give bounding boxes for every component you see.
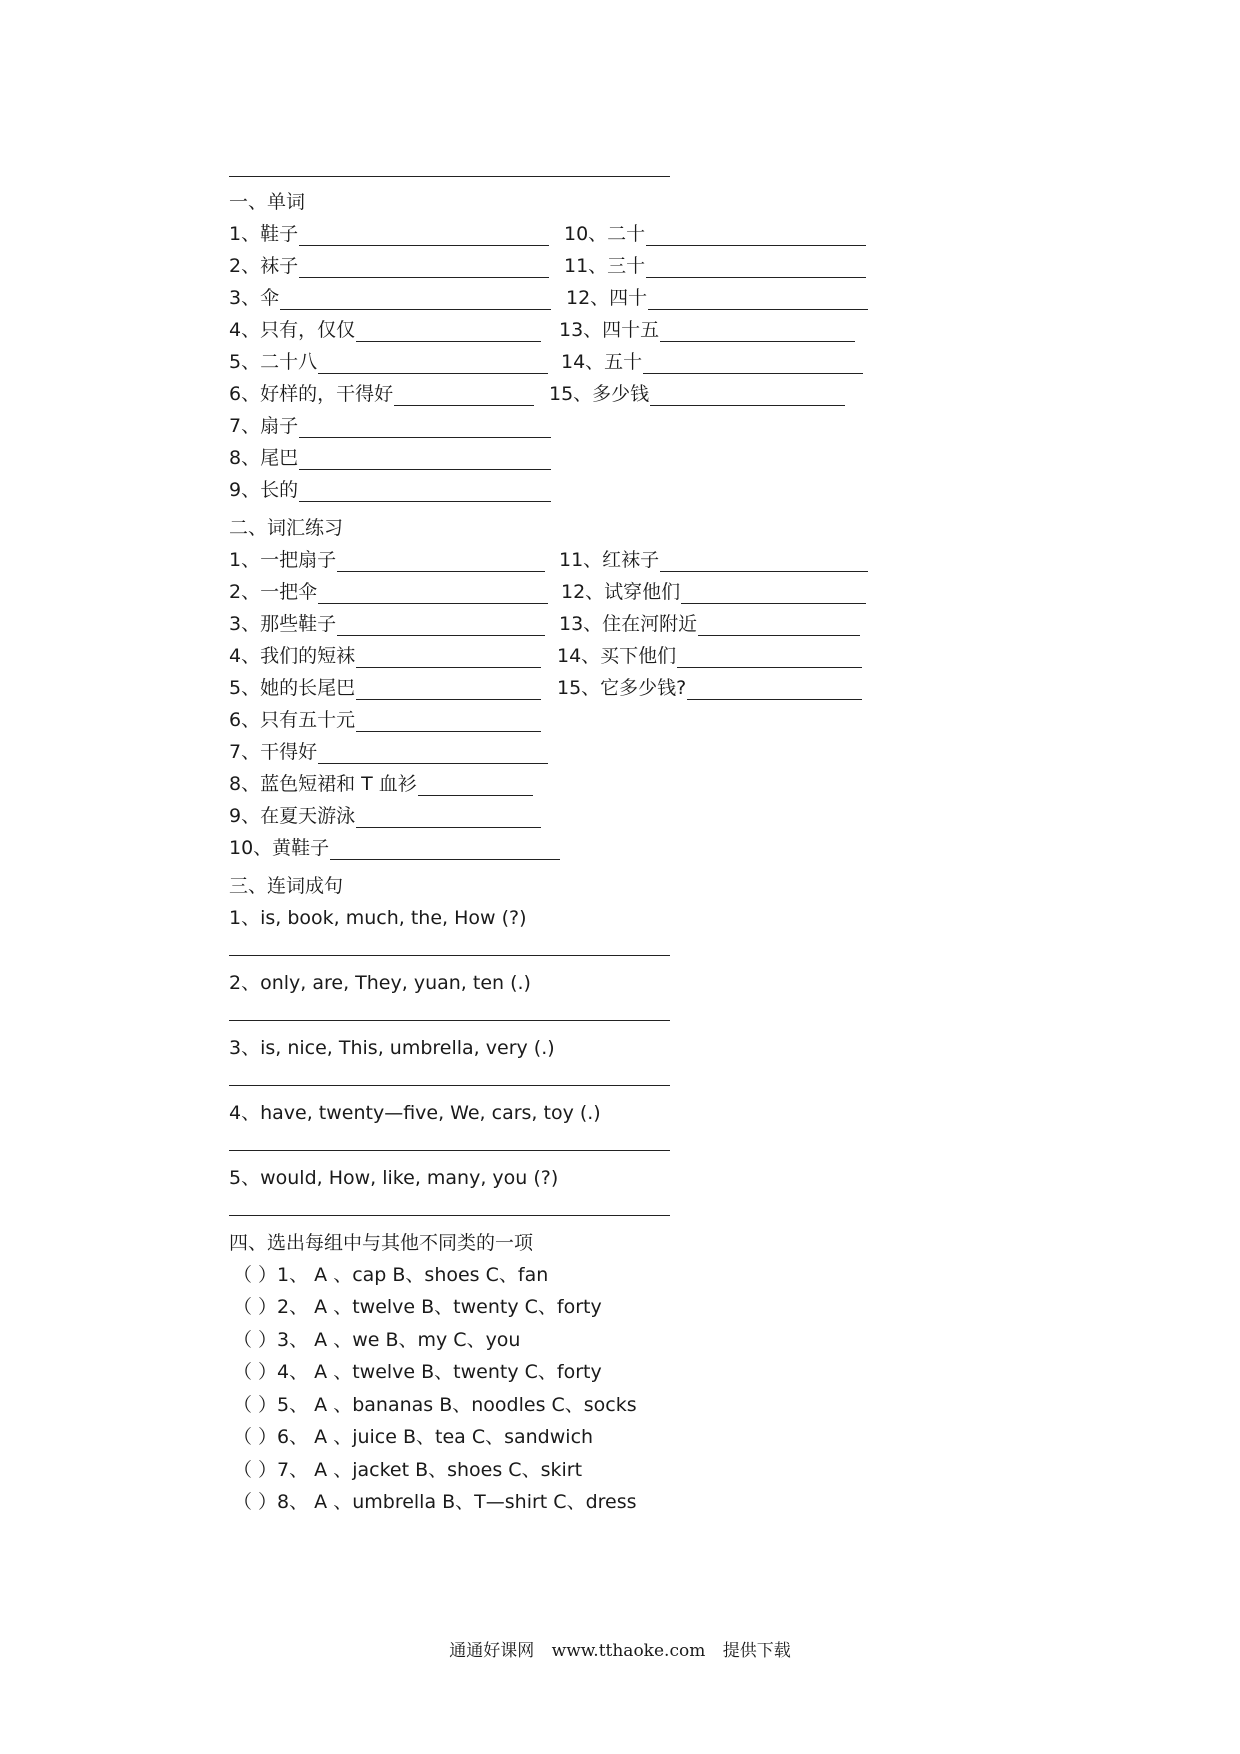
- answer-blank[interactable]: [337, 617, 545, 636]
- sentence-question: 5、would, How, like, many, you (?): [229, 1167, 559, 1189]
- section2-left-item: 4、我们的短袜: [229, 641, 541, 668]
- answer-blank[interactable]: [356, 323, 541, 342]
- answer-blank[interactable]: [318, 745, 548, 764]
- answer-blank[interactable]: [356, 713, 541, 732]
- section3-title: 三、连词成句: [229, 875, 344, 897]
- answer-blank[interactable]: [394, 387, 534, 406]
- answer-blank[interactable]: [650, 387, 845, 406]
- section1-left-item: 1、鞋子: [229, 219, 549, 246]
- answer-blank[interactable]: [299, 451, 551, 470]
- section1-left-item: 4、只有，仅仅: [229, 315, 541, 342]
- answer-blank[interactable]: [698, 617, 860, 636]
- choice-item[interactable]: （ ）4、 A 、twelve B、twenty C、forty: [233, 1361, 602, 1383]
- section1-left-item: 3、伞: [229, 283, 551, 310]
- answer-blank[interactable]: [677, 649, 862, 668]
- sentence-question: 4、have, twenty—five, We, cars, toy (.): [229, 1102, 601, 1124]
- answer-blank[interactable]: [330, 841, 560, 860]
- page-footer: [0, 1636, 1240, 1661]
- answer-blank[interactable]: [299, 259, 549, 278]
- footer-url[interactable]: www.tthaoke.com: [551, 1641, 706, 1661]
- section1-left-item: 8、尾巴: [229, 443, 551, 470]
- choice-item[interactable]: （ ）6、 A 、juice B、tea C、sandwich: [233, 1426, 594, 1448]
- section2-title: 二、词汇练习: [229, 517, 344, 539]
- answer-blank[interactable]: [660, 323, 855, 342]
- choice-item[interactable]: （ ）7、 A 、jacket B、shoes C、skirt: [233, 1459, 583, 1481]
- choice-item[interactable]: （ ）5、 A 、bananas B、noodles C、socks: [233, 1394, 637, 1416]
- section1-left-item: 5、二十八: [229, 347, 548, 374]
- answer-blank[interactable]: [299, 483, 551, 502]
- section1-right-item: 11、三十: [564, 251, 866, 278]
- section2-left-item: 2、一把伞: [229, 577, 548, 604]
- section2-left-item: 6、只有五十元: [229, 705, 541, 732]
- answer-line[interactable]: [229, 1150, 670, 1151]
- sentence-question: 2、only, are, They, yuan, ten (.): [229, 972, 531, 994]
- section2-left-item: 7、干得好: [229, 737, 548, 764]
- choice-item[interactable]: （ ）3、 A 、we B、my C、you: [233, 1329, 521, 1351]
- answer-blank[interactable]: [646, 259, 866, 278]
- section1-right-item: 15、多少钱: [549, 379, 845, 406]
- sentence-question: 3、is, nice, This, umbrella, very (.): [229, 1037, 555, 1059]
- answer-blank[interactable]: [356, 809, 541, 828]
- section1-title: 一、单词: [229, 191, 306, 213]
- top-rule: [229, 176, 670, 177]
- answer-blank[interactable]: [299, 227, 549, 246]
- section2-left-item: 5、她的长尾巴: [229, 673, 541, 700]
- section2-right-item: 15、它多少钱?: [557, 673, 862, 700]
- section1-right-item: 12、四十: [566, 283, 868, 310]
- choice-item[interactable]: （ ）1、 A 、cap B、shoes C、fan: [233, 1264, 549, 1286]
- answer-blank[interactable]: [356, 681, 541, 700]
- sentence-question: 1、is, book, much, the, How (?): [229, 907, 527, 929]
- footer-suffix: 提供下载: [722, 1641, 791, 1661]
- section1-right-item: 10、二十: [564, 219, 866, 246]
- answer-blank[interactable]: [299, 419, 551, 438]
- answer-blank[interactable]: [646, 227, 866, 246]
- answer-blank[interactable]: [418, 777, 533, 796]
- answer-blank[interactable]: [648, 291, 868, 310]
- section2-right-item: 12、试穿他们: [561, 577, 866, 604]
- answer-blank[interactable]: [660, 553, 868, 572]
- section1-left-item: 6、好样的，干得好: [229, 379, 534, 406]
- answer-blank[interactable]: [687, 681, 862, 700]
- answer-line[interactable]: [229, 1020, 670, 1021]
- answer-blank[interactable]: [356, 649, 541, 668]
- answer-blank[interactable]: [318, 585, 548, 604]
- section1-right-item: 13、四十五: [559, 315, 855, 342]
- section2-left-item: 9、在夏天游泳: [229, 801, 541, 828]
- section2-left-item: 8、蓝色短裙和 T 血衫: [229, 769, 533, 796]
- section1-left-item: 9、长的: [229, 475, 551, 502]
- section2-left-item: 3、那些鞋子: [229, 609, 545, 636]
- footer-site-name: 通通好课网: [449, 1641, 535, 1661]
- section2-right-item: 14、买下他们: [557, 641, 862, 668]
- answer-blank[interactable]: [681, 585, 866, 604]
- answer-blank[interactable]: [318, 355, 548, 374]
- answer-blank[interactable]: [643, 355, 863, 374]
- answer-line[interactable]: [229, 955, 670, 956]
- section2-left-item: 10、黄鞋子: [229, 833, 560, 860]
- section2-right-item: 13、住在河附近: [559, 609, 860, 636]
- choice-item[interactable]: （ ）8、 A 、umbrella B、T—shirt C、dress: [233, 1491, 637, 1513]
- answer-line[interactable]: [229, 1085, 670, 1086]
- section4-title: 四、选出每组中与其他不同类的一项: [229, 1232, 534, 1254]
- section2-right-item: 11、红袜子: [559, 545, 868, 572]
- section2-left-item: 1、一把扇子: [229, 545, 545, 572]
- answer-line[interactable]: [229, 1215, 670, 1216]
- section1-left-item: 2、袜子: [229, 251, 549, 278]
- answer-blank[interactable]: [280, 291, 551, 310]
- choice-item[interactable]: （ ）2、 A 、twelve B、twenty C、forty: [233, 1296, 602, 1318]
- section1-left-item: 7、扇子: [229, 411, 551, 438]
- section1-right-item: 14、五十: [561, 347, 863, 374]
- answer-blank[interactable]: [337, 553, 545, 572]
